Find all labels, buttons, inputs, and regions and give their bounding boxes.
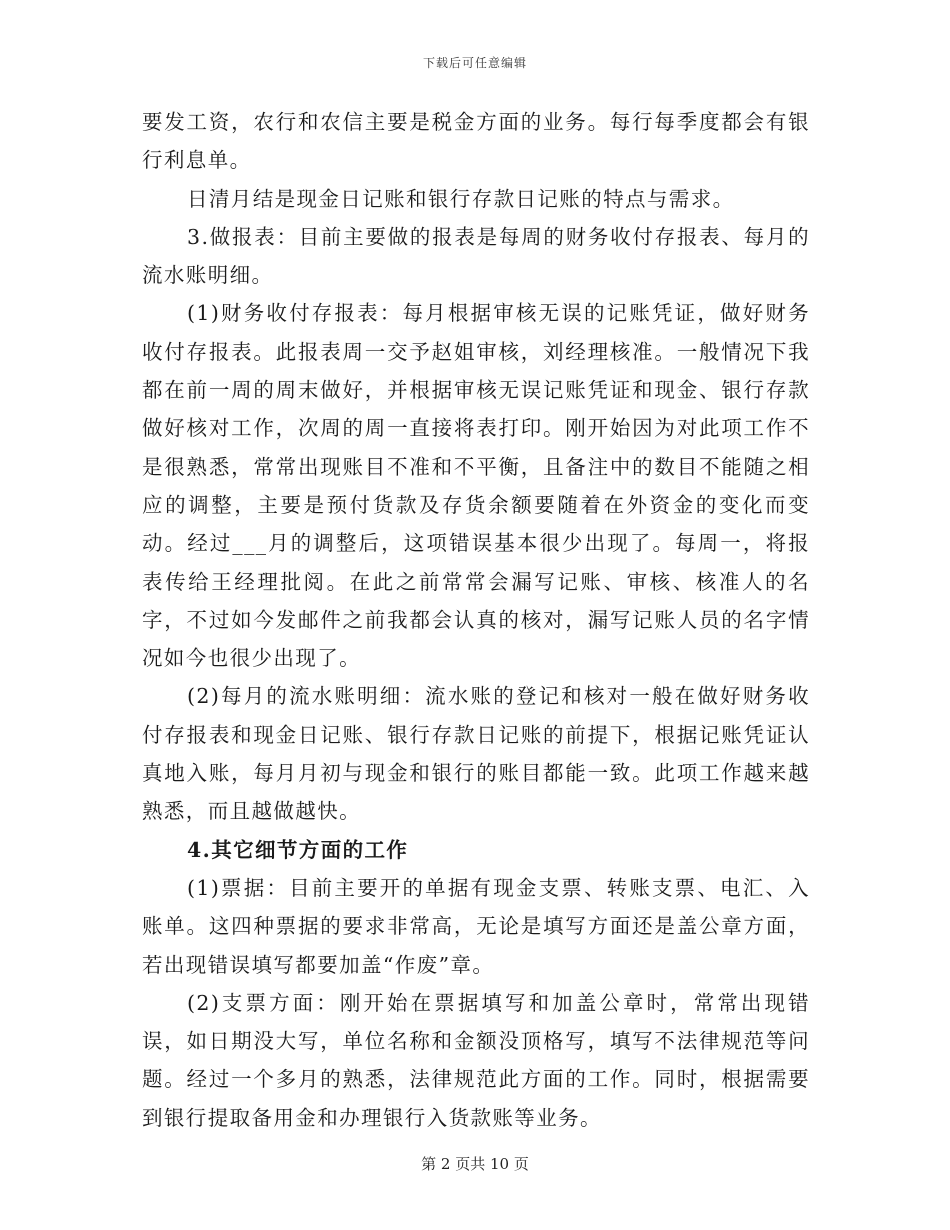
paragraph-finance-report: (1)财务收付存报表：每月根据审核无误的记账凭证，做好财务收付存报表。此报表周一交予赵姐审核，刘经理核准。一般情况下我都在前一周的周末做好，并根据审核无误记账凭证和现金、银行存款做好核对工作，次周的周一直接将表打印。刚开始因为对此项工作不是很熟悉，常常出现账目不准和不平衡，且备注中的数目不能随之相应的调整，主要是预付货款及存货余额要随着在外资金的变化而变动。经过___月的调整后，这项错误基本很少出现了。每周一，将报表传给王经理批阅。在此之前常常会漏写记账、审核、核准人的名字，不过如今发邮件之前我都会认真的核对，漏写记账人员的名字情况如今也很少出现了。 (142, 301, 810, 671)
paragraph-bills: (1)票据：目前主要开的单据有现金支票、转账支票、电汇、入账单。这四种票据的要求非常高，无论是填写方面还是盖公章方面，若出现错误填写都要加盖“作废”章。 (142, 875, 810, 977)
section-heading-other-work: 4.其它细节方面的工作 (187, 837, 409, 862)
paragraph-journal-detail: (2)每月的流水账明细：流水账的登记和核对一般在做好财务收付存报表和现金日记账、银行存款日记账的前提下，根据记账凭证认真地入账，每月月初与现金和银行的账目都能一致。此项工作越来越熟悉，而且越做越快。 (142, 684, 810, 824)
paragraph-bank-business: 要发工资，农行和农信主要是税金方面的业务。每行每季度都会有银行利息单。 (142, 110, 810, 173)
document-body (142, 103, 810, 1137)
paragraph-cheques: (2)支票方面：刚开始在票据填写和加盖公章时，常常出现错误，如日期没大写，单位名称和金额没顶格写，填写不法律规范等问题。经过一个多月的熟悉，法律规范此方面的工作。同时，根据需要到银行提取备用金和办理银行入货款账等业务。 (142, 990, 810, 1130)
page-number: 第 2 页共 10 页 (421, 1155, 529, 1173)
paragraph-reports: 3.做报表：目前主要做的报表是每周的财务收付存报表、每月的流水账明细。 (142, 224, 810, 288)
paragraph-daily-settlement: 日清月结是现金日记账和银行存款日记账的特点与需求。 (187, 186, 735, 211)
page-header: 下载后可任意编辑 (422, 56, 527, 70)
